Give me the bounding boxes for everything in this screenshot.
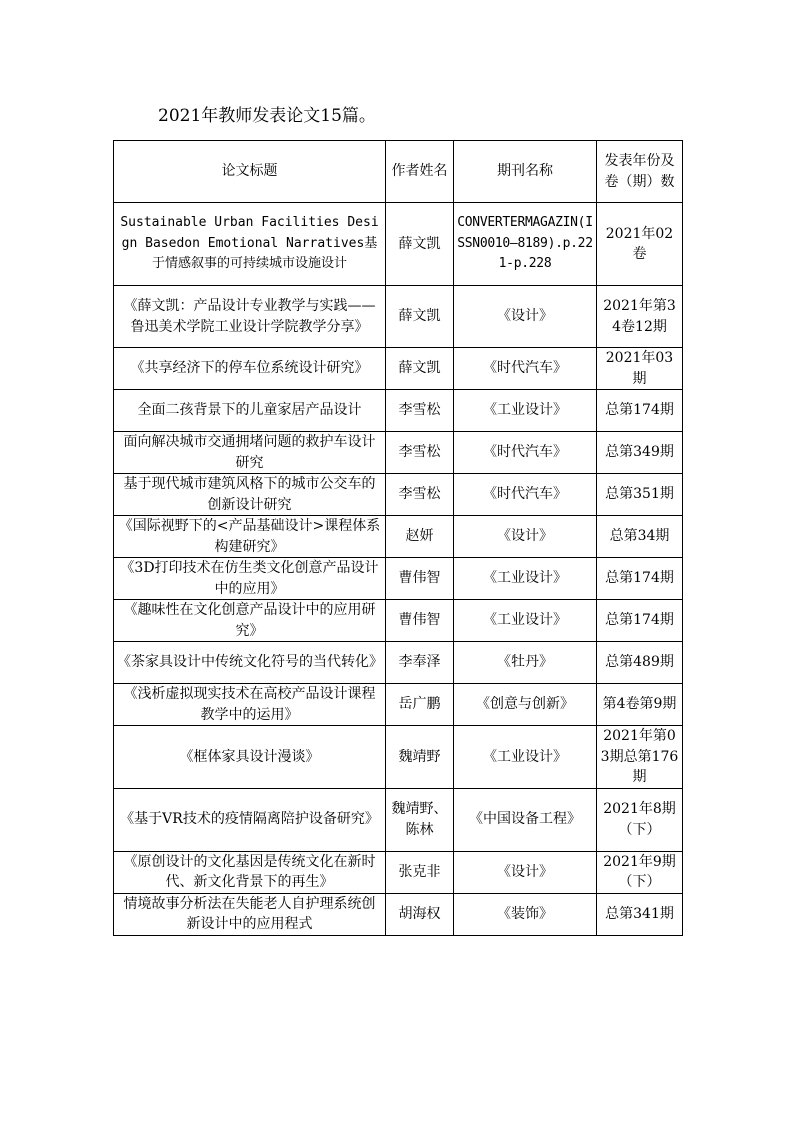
header-issue: 发表年份及卷（期）数 bbox=[597, 141, 683, 203]
paper-issue: 总第351期 bbox=[597, 474, 683, 516]
paper-issue: 2021年02卷 bbox=[597, 203, 683, 286]
papers-table bbox=[113, 140, 683, 936]
header-title: 论文标题 bbox=[114, 141, 386, 203]
paper-title: 《原创设计的文化基因是传统文化在新时代、新文化背景下的再生》 bbox=[114, 851, 386, 893]
page-heading: 2021年教师发表论文15篇。 bbox=[158, 106, 376, 126]
header-author: 作者姓名 bbox=[386, 141, 454, 203]
paper-title: 面向解决城市交通拥堵问题的救护车设计研究 bbox=[114, 432, 386, 474]
table-row bbox=[114, 558, 683, 600]
paper-journal: 《牡丹》 bbox=[454, 642, 597, 684]
table-row bbox=[114, 432, 683, 474]
paper-journal: CONVERTERMAGAZIN(ISSN0010—8189).p.221-p.228 bbox=[454, 203, 597, 286]
paper-author: 魏靖野、陈林 bbox=[386, 788, 454, 851]
paper-title: 《茶家具设计中传统文化符号的当代转化》 bbox=[114, 642, 386, 684]
paper-journal: 《设计》 bbox=[454, 286, 597, 348]
paper-author: 薛文凯 bbox=[386, 348, 454, 390]
paper-author: 李雪松 bbox=[386, 432, 454, 474]
paper-title: 《3D打印技术在仿生类文化创意产品设计中的应用》 bbox=[114, 558, 386, 600]
paper-author: 张克非 bbox=[386, 851, 454, 893]
paper-author: 岳广鹏 bbox=[386, 684, 454, 726]
paper-journal: 《时代汽车》 bbox=[454, 432, 597, 474]
paper-journal: 《时代汽车》 bbox=[454, 348, 597, 390]
table-row bbox=[114, 726, 683, 789]
paper-issue: 总第489期 bbox=[597, 642, 683, 684]
paper-author: 胡海权 bbox=[386, 893, 454, 935]
paper-journal: 《工业设计》 bbox=[454, 390, 597, 432]
paper-issue: 总第174期 bbox=[597, 600, 683, 642]
paper-title: 《趣味性在文化创意产品设计中的应用研究》 bbox=[114, 600, 386, 642]
paper-journal: 《装饰》 bbox=[454, 893, 597, 935]
paper-issue: 2021年第03期总第176期 bbox=[597, 726, 683, 789]
table-header-row bbox=[114, 141, 683, 203]
table-row bbox=[114, 390, 683, 432]
paper-journal: 《工业设计》 bbox=[454, 600, 597, 642]
paper-author: 魏靖野 bbox=[386, 726, 454, 789]
paper-author: 薛文凯 bbox=[386, 203, 454, 286]
paper-issue: 2021年8期（下） bbox=[597, 788, 683, 851]
paper-issue: 总第341期 bbox=[597, 893, 683, 935]
paper-issue: 2021年第34卷12期 bbox=[597, 286, 683, 348]
table-row bbox=[114, 851, 683, 893]
paper-author: 李雪松 bbox=[386, 474, 454, 516]
table-row bbox=[114, 642, 683, 684]
paper-issue: 第4卷第9期 bbox=[597, 684, 683, 726]
paper-issue: 2021年9期（下） bbox=[597, 851, 683, 893]
paper-title: 全面二孩背景下的儿童家居产品设计 bbox=[114, 390, 386, 432]
paper-issue: 总第349期 bbox=[597, 432, 683, 474]
paper-title: 《基于VR技术的疫情隔离陪护设备研究》 bbox=[114, 788, 386, 851]
paper-title: 《薛文凯：产品设计专业教学与实践——鲁迅美术学院工业设计学院教学分享》 bbox=[114, 286, 386, 348]
table-row bbox=[114, 348, 683, 390]
table-row bbox=[114, 788, 683, 851]
paper-author: 李奉泽 bbox=[386, 642, 454, 684]
paper-title: 《浅析虚拟现实技术在高校产品设计课程教学中的运用》 bbox=[114, 684, 386, 726]
paper-journal: 《工业设计》 bbox=[454, 558, 597, 600]
paper-issue: 总第174期 bbox=[597, 558, 683, 600]
paper-author: 曹伟智 bbox=[386, 558, 454, 600]
paper-title: 《共享经济下的停车位系统设计研究》 bbox=[114, 348, 386, 390]
paper-author: 李雪松 bbox=[386, 390, 454, 432]
paper-journal: 《时代汽车》 bbox=[454, 474, 597, 516]
paper-title: 《国际视野下的<产品基础设计>课程体系构建研究》 bbox=[114, 516, 386, 558]
table-row bbox=[114, 684, 683, 726]
paper-title: 《框体家具设计漫谈》 bbox=[114, 726, 386, 789]
table-row bbox=[114, 474, 683, 516]
paper-journal: 《中国设备工程》 bbox=[454, 788, 597, 851]
paper-issue: 总第174期 bbox=[597, 390, 683, 432]
table-row bbox=[114, 516, 683, 558]
paper-title: 情境故事分析法在失能老人自护理系统创新设计中的应用程式 bbox=[114, 893, 386, 935]
header-journal: 期刊名称 bbox=[454, 141, 597, 203]
paper-title: 基于现代城市建筑风格下的城市公交车的创新设计研究 bbox=[114, 474, 386, 516]
paper-journal: 《创意与创新》 bbox=[454, 684, 597, 726]
table-row bbox=[114, 286, 683, 348]
paper-journal: 《设计》 bbox=[454, 516, 597, 558]
paper-title: Sustainable Urban Facilities Design Basedon Emotional Narratives基于情感叙事的可持续城市设施设计 bbox=[114, 203, 386, 286]
paper-issue: 总第34期 bbox=[597, 516, 683, 558]
paper-journal: 《设计》 bbox=[454, 851, 597, 893]
paper-author: 曹伟智 bbox=[386, 600, 454, 642]
table-row bbox=[114, 203, 683, 286]
table-row bbox=[114, 600, 683, 642]
paper-author: 薛文凯 bbox=[386, 286, 454, 348]
paper-issue: 2021年03期 bbox=[597, 348, 683, 390]
paper-journal: 《工业设计》 bbox=[454, 726, 597, 789]
table-row bbox=[114, 893, 683, 935]
paper-author: 赵妍 bbox=[386, 516, 454, 558]
